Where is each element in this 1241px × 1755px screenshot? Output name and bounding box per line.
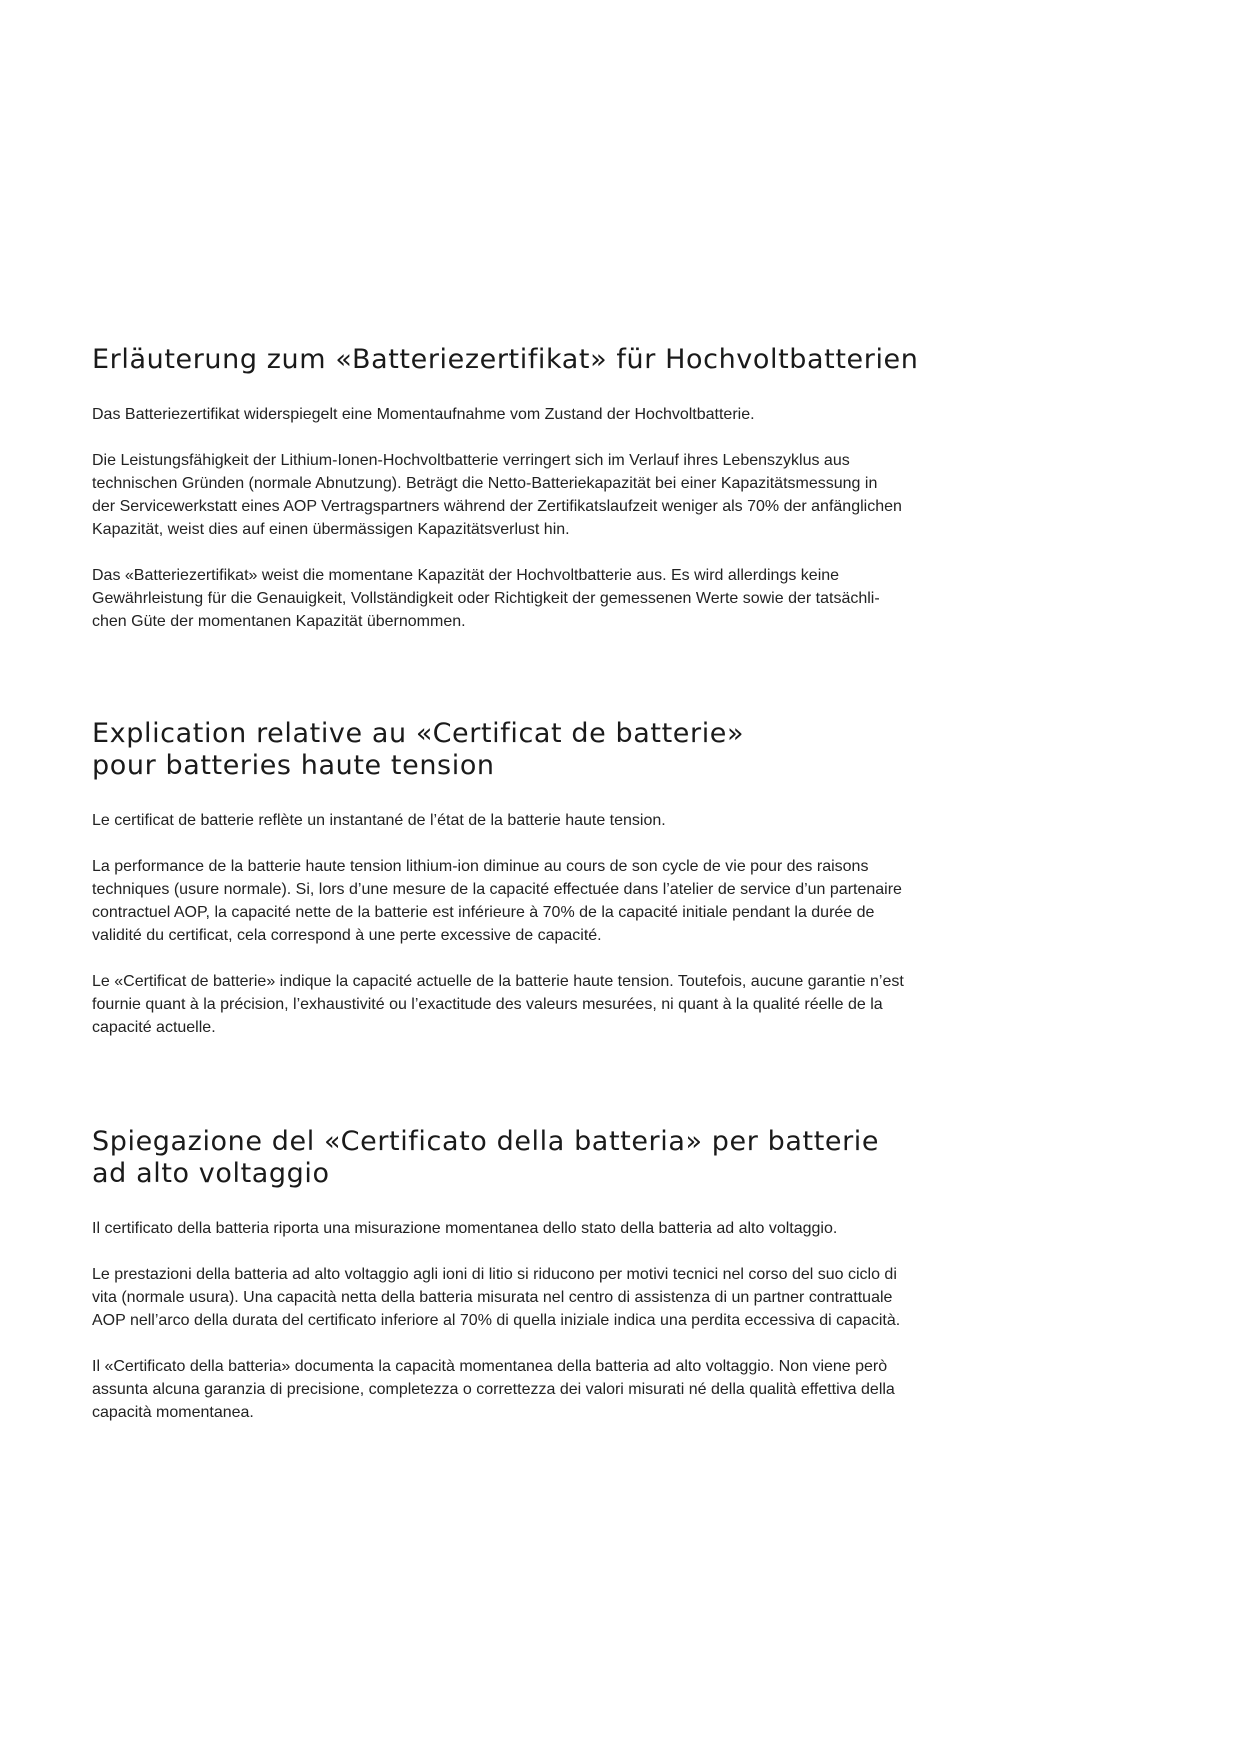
- paragraph: Die Leistungsfähigkeit der Lithium-Ionen-Hochvoltbatterie verringert sich im Verlauf ihres Lebenszyklus aus technischen Gründen (normale Abnutzung). Beträgt die Netto-Batteriekapazität bei einer Kapazitätsmessung in der Servicewerkstatt eines AOP Vertragspartners während der Zertifikatslaufzeit weniger als 70% der anfänglichen Kapazität, weist dies auf einen übermässigen Kapazitätsverlust hin.: [92, 452, 902, 538]
- paragraph: Das Batteriezertifikat widerspiegelt eine Momentaufnahme vom Zustand der Hochvoltbatterie.: [92, 406, 755, 423]
- paragraph: Le certificat de batterie reflète un instantané de l’état de la batterie haute tension.: [92, 812, 666, 829]
- paragraph: Le prestazioni della batteria ad alto voltaggio agli ioni di litio si riducono per motivi tecnici nel corso del suo ciclo di vita (normale usura). Una capacità netta della batteria misurata nel centro di assistenza di un partner contrattuale AOP nell’arco della durata del certificato inferiore al 70% di quella iniziale indica una perdita eccessiva di capacità.: [92, 1266, 901, 1329]
- section-heading: Erläuterung zum «Batteriezertifikat» für Hochvoltbatterien: [92, 344, 919, 375]
- paragraph: Le «Certificat de batterie» indique la capacité actuelle de la batterie haute tension. Toutefois, aucune garantie n’est fournie quant à la précision, l’exhaustivité ou l’exactitude des valeurs mesurées, ni quant à la qualité réelle de la capacité actuelle.: [92, 973, 904, 1036]
- paragraph: La performance de la batterie haute tension lithium-ion diminue au cours de son cycle de vie pour des raisons techniques (usure normale). Si, lors d’une mesure de la capacité effectuée dans l’atelier de service d’un partenaire contractuel AOP, la capacité nette de la batterie est inférieure à 70% de la capacité initiale pendant la durée de validité du certificat, cela correspond à une perte excessive de capacité.: [92, 858, 902, 944]
- paragraph: Il «Certificato della batteria» documenta la capacità momentanea della batteria ad alto voltaggio. Non viene però assunta alcuna garanzia di precisione, completezza o correttezza dei valori misurati né della qualità effettiva della capacità momentanea.: [92, 1358, 895, 1421]
- paragraph: Il certificato della batteria riporta una misurazione momentanea dello stato della batteria ad alto voltaggio.: [92, 1220, 838, 1237]
- section-heading: Spiegazione del «Certificato della batteria» per batterie ad alto voltaggio: [92, 1126, 880, 1189]
- section-italian: [92, 1126, 1032, 1424]
- section-french: [92, 718, 1032, 1039]
- paragraph: Das «Batteriezertifikat» weist die momentane Kapazität der Hochvoltbatterie aus. Es wird allerdings keine Gewährleistung für die Genauigkeit, Vollständigkeit oder Richtigkeit der gemessenen Werte sowie der tatsächli- chen Güte der momentanen Kapazität übernommen.: [92, 567, 880, 630]
- section-heading: Explication relative au «Certificat de batterie» pour batteries haute tension: [92, 718, 745, 781]
- section-german: [92, 344, 1032, 633]
